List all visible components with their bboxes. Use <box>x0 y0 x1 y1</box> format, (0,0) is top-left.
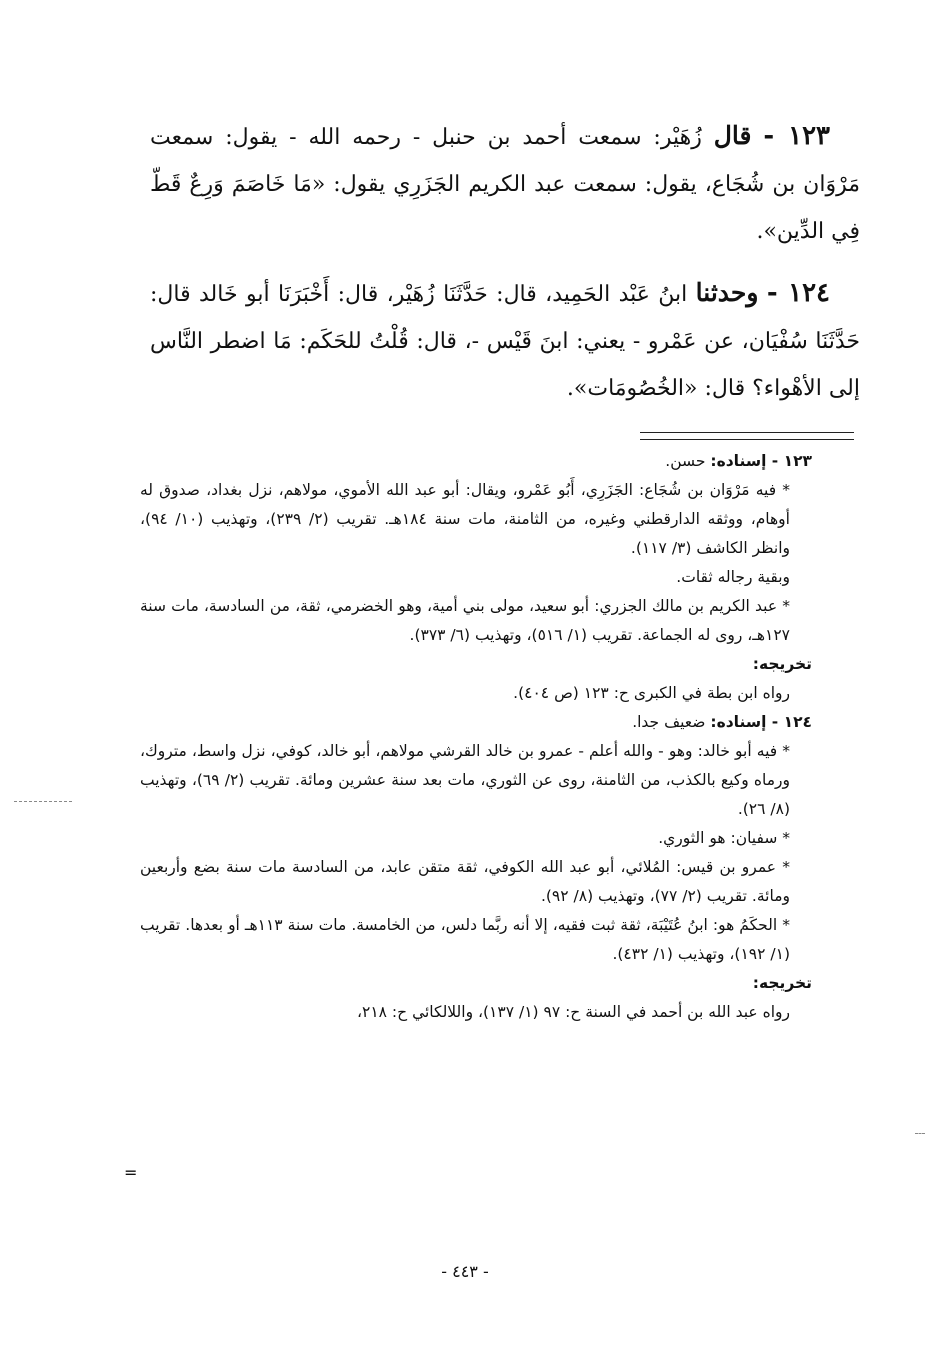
footnotes <box>140 447 812 1027</box>
note-123-takhrij: رواه ابن بطة في الكبرى ح: ١٢٣ (ص ٤٠٤). <box>513 684 790 702</box>
isnad-label: ١٢٤ - إسناده: <box>710 713 812 731</box>
note-123-narrator-marwan: * فيه مَرْوَان بن شُجَاع: الجَزَرِي، أَبُو عَمْرو، ويقال: أبو عبد الله الأموي، مولاهم، نزل بغداد، صدوق له أوهام، ووثقه الدارقطني وغيره، من الثامنة، مات سنة ١٨٤هـ. تقريب (٢/ ٢٣٩)، وتهذيب (١٠/ ٩٤)، وانظر الكاشف (٣/ ١١٧). <box>140 481 790 557</box>
scan-artifact <box>14 801 72 802</box>
note-124-narrator-sufyan: * سفيان: هو الثوري. <box>658 829 790 847</box>
note-124-isnad <box>140 708 812 737</box>
isnad-grade: ضعيف جدا. <box>632 713 706 731</box>
note-124-narrator-amr: * عمرو بن قيس: المُلائي، أبو عبد الله الكوفي، ثقة متقن عابد، من السادسة مات سنة بضع وأربعين ومائة. تقريب (٢/ ٧٧)، وتهذيب (٨/ ٩٢). <box>140 858 790 905</box>
note-124-takhrij: رواه عبد الله بن أحمد في السنة ح: ٩٧ (١/ ١٣٧)، واللالكائي ح: ٢١٨، <box>356 1003 790 1021</box>
hadith-lead-word: قال <box>713 121 752 150</box>
isnad-label: ١٢٣ - إسناده: <box>710 452 812 470</box>
hadith-number: ١٢٣ - <box>763 121 831 151</box>
page-number: - ٤٤٣ - <box>441 1262 489 1281</box>
hadith-lead-word: وحدثنا <box>695 278 759 307</box>
scan-artifact <box>915 1133 925 1134</box>
hadith-text: ابنُ عَبْد الحَمِيد، قال: حَدَّثَنَا زُهَيْر، قال: أَخْبَرَنَا أبو خَالد قال: حَدَّثَنَا سُفْيَان، عن عَمْرو - يعني: ابنَ قَيْس -، قال: قُلْتُ للحَكَم: مَا اضطر النَّاس إلى الأهْواء؟ قال: «الخُصُومَات». <box>150 282 860 401</box>
note-123-narrator-abdulkarim: * عبد الكريم بن مالك الجزري: أبو سعيد، مولى بني أمية، وهو الخضرمي، ثقة، من السادسة، مات سنة ١٢٧هـ، روى له الجماعة. تقريب (١/ ٥١٦)، وتهذيب (٦/ ٣٧٣). <box>140 597 790 644</box>
takhrij-heading: تخريجه: <box>752 974 812 992</box>
continuation-mark: = <box>124 1163 138 1182</box>
main-text <box>150 112 860 426</box>
note-123-isnad <box>140 447 812 476</box>
hadith-text: زُهَيْر: سمعت أحمد بن حنبل - رحمه الله - يقول: سمعت مَرْوَان بن شُجَاع، يقول: سمعت عبد الكريم الجَزَرِي يقول: «مَا خَاصَمَ وَرِعٌ قَطّ فِي الدِّين». <box>150 125 860 244</box>
hadith-123 <box>150 112 860 255</box>
note-123-rest-trustworthy: وبقية رجاله ثقات. <box>676 568 790 586</box>
note-124-narrator-abukhalid: * فيه أبو خالد: وهو - والله أعلم - عمرو بن خالد القرشي مولاهم، أبو خالد، كوفي، نزل واسط، متروك، ورماه وكيع بالكذب، من الثامنة، روى عن الثوري، مات بعد سنة عشرين ومائة. تقريب (٢/ ٦٩)، وتهذيب (٨/ ٢٦). <box>140 742 791 818</box>
takhrij-heading: تخريجه: <box>752 655 812 673</box>
hadith-124 <box>150 269 860 412</box>
footnote-separator <box>640 432 854 440</box>
note-124-narrator-hakam: * الحكَمُ هو: ابنُ عُتَيْبَة، ثقة ثبت فقيه، إلا أنه ربَّما دلس، من الخامسة. مات سنة ١١٣هـ أو بعدها. تقريب (١/ ١٩٢)، وتهذيب (١/ ٤٣٢). <box>140 916 791 963</box>
isnad-grade: حسن. <box>665 452 706 470</box>
hadith-number: ١٢٤ - <box>766 278 831 308</box>
